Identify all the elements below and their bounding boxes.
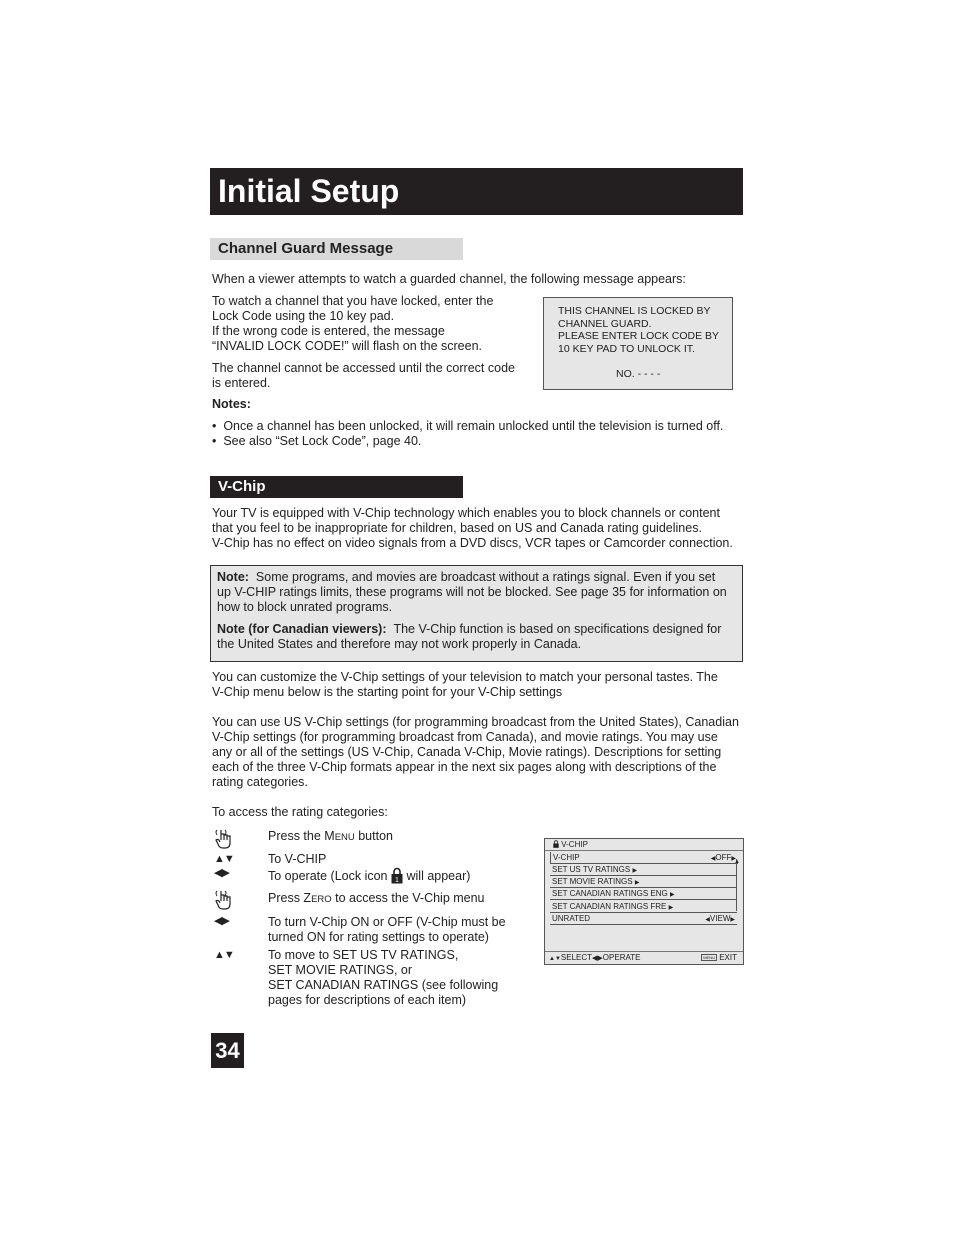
vchip-note-box	[210, 565, 743, 662]
access-label: To access the rating categories:	[212, 805, 388, 819]
step-press-zero	[268, 891, 485, 907]
channel-guard-intro: When a viewer attempts to watch a guarded channel, the following message appears:	[212, 272, 686, 286]
menu-title: V-CHIP	[561, 840, 588, 849]
text-line: To turn V-Chip ON or OFF (V-Chip must be	[268, 915, 506, 929]
footer-select-label: SELECT	[560, 953, 593, 962]
footer-operate-label: OPERATE	[602, 953, 641, 962]
text-line: You can use US V-Chip settings (for programming broadcast from the United States), Canadian	[212, 715, 739, 729]
text-line: If the wrong code is entered, the message	[212, 324, 445, 338]
note-text: up V-CHIP ratings limits, these programs will not be blocked. See page 35 for information on	[217, 585, 727, 599]
step-text: Press Z	[268, 891, 312, 905]
locked-message-box	[543, 297, 733, 390]
step-move-ratings	[268, 948, 498, 1008]
step-press-menu	[268, 829, 393, 845]
text-line: V-Chip menu below is the starting point for your V-Chip settings	[212, 685, 563, 699]
menu-key-icon: MENU	[703, 955, 715, 960]
message-line: 10 KEY PAD TO UNLOCK IT.	[558, 342, 695, 355]
menu-row-label: SET CANADIAN RATINGS ENG ▶	[552, 889, 675, 898]
label-text: SET CANADIAN RATINGS FRE	[552, 902, 667, 911]
menu-row-label: UNRATED	[552, 914, 591, 923]
step-text-small-caps: ENU	[334, 832, 355, 843]
text-line: “INVALID LOCK CODE!” will flash on the screen.	[212, 339, 482, 353]
text-line: rating categories.	[212, 775, 308, 789]
up-down-arrows-icon: ▲▼	[214, 853, 234, 865]
note-general	[217, 570, 734, 585]
up-down-arrows-icon: ▲▼	[214, 949, 234, 961]
step-text: To operate (Lock icon	[268, 869, 388, 883]
label-text: SET CANADIAN RATINGS ENG	[552, 889, 668, 898]
section-heading-vchip: V-Chip	[210, 476, 463, 498]
step-toggle-vchip	[268, 915, 506, 945]
menu-header	[545, 839, 743, 851]
note-label: Note (for Canadian viewers):	[217, 622, 387, 636]
text-line: To watch a channel that you have locked, enter the	[212, 294, 494, 308]
lock-icon	[391, 867, 403, 884]
text-line: V-Chip settings (for programming broadcast from Canada), and movie ratings. You may use	[212, 730, 718, 744]
menu-row-label: SET US TV RATINGS ▶	[552, 865, 638, 874]
footer-left: ▲▼SELECT◀▶OPERATE	[549, 953, 641, 962]
bullet-text: See also “Set Lock Code”, page 40.	[223, 434, 422, 448]
note-bullet-2: • See also “Set Lock Code”, page 40.	[212, 434, 422, 448]
menu-row-value: ◀VIEW▶	[705, 914, 735, 923]
text-line: You can customize the V-Chip settings of your television to match your personal tastes. The	[212, 670, 718, 684]
step-text: Press the M	[268, 829, 335, 843]
hand-press-icon	[213, 889, 235, 911]
vchip-menu-panel	[544, 838, 744, 965]
value-text: OFF	[715, 853, 732, 862]
page-number: 34	[211, 1033, 244, 1068]
menu-row-set-movie-ratings[interactable]	[550, 876, 737, 888]
step-to-vchip: To V-CHIP	[268, 852, 327, 866]
lock-code-entry: NO. - - - -	[616, 368, 661, 381]
menu-row-label: SET MOVIE RATINGS ▶	[552, 877, 640, 886]
menu-row-label: SET CANADIAN RATINGS FRE ▶	[552, 902, 674, 911]
step-to-operate	[268, 867, 470, 884]
vchip-usage	[212, 715, 739, 790]
menu-scrollbar[interactable]	[736, 859, 737, 911]
menu-row-label: V-CHIP	[553, 853, 580, 862]
message-line: THIS CHANNEL IS LOCKED BY	[558, 305, 711, 317]
bullet-text: Once a channel has been unlocked, it will remain unlocked until the television is turned off.	[223, 419, 724, 433]
channel-guard-para1	[212, 294, 493, 354]
text-line: SET CANADIAN RATINGS (see following	[268, 978, 499, 992]
text-line: SET MOVIE RATINGS, or	[268, 963, 413, 977]
note-canadian	[217, 622, 734, 637]
menu-row-set-us-tv-ratings[interactable]	[550, 864, 737, 876]
menu-row-value: ◀OFF▶	[710, 853, 736, 862]
text-line: each of the three V-Chip formats appear in the next six pages along with descriptions of the	[212, 760, 717, 774]
footer-right	[701, 952, 737, 964]
text-line: is entered.	[212, 376, 271, 390]
section-heading-channel-guard: Channel Guard Message	[210, 238, 463, 260]
note-text: how to block unrated programs.	[217, 600, 393, 614]
text-line: pages for descriptions of each item)	[268, 993, 467, 1007]
menu-row-unrated[interactable]	[550, 913, 737, 925]
lock-icon	[553, 840, 559, 848]
step-text-small-caps: ERO	[311, 894, 332, 905]
note-label: Note:	[217, 570, 249, 584]
note-text: The V-Chip function is based on specifications designed for	[393, 622, 722, 636]
step-text: button	[354, 829, 393, 843]
svg-text:1: 1	[395, 877, 399, 884]
value-text: VIEW	[709, 914, 731, 923]
footer-exit-label: EXIT	[719, 953, 737, 962]
label-text: SET US TV RATINGS	[552, 865, 631, 874]
menu-footer	[545, 951, 743, 964]
note-text: the United States and therefore may not work properly in Canada.	[217, 637, 582, 651]
channel-guard-para2	[212, 361, 515, 391]
left-right-arrows-icon: ◀▶	[214, 915, 229, 927]
text-line: V-Chip has no effect on video signals from a DVD discs, VCR tapes or Camcorder connection.	[212, 536, 733, 550]
page-title: Initial Setup	[210, 168, 743, 215]
left-right-arrows-icon: ◀▶	[214, 867, 229, 879]
step-text: will appear)	[406, 869, 471, 883]
note-text: Some programs, and movies are broadcast without a ratings signal. Even if you set	[255, 570, 716, 584]
text-line: turned ON for rating settings to operate)	[268, 930, 489, 944]
vchip-intro	[212, 506, 733, 551]
step-text: to access the V-Chip menu	[331, 891, 485, 905]
scroll-up-icon: ▲	[734, 859, 740, 865]
menu-row-set-canadian-eng[interactable]	[550, 888, 737, 900]
text-line: To move to SET US TV RATINGS,	[268, 948, 459, 962]
text-line: that you feel to be inappropriate for children, based on US and Canada rating guidelines.	[212, 521, 702, 535]
label-text: SET MOVIE RATINGS	[552, 877, 633, 886]
message-line: PLEASE ENTER LOCK CODE BY	[558, 330, 720, 343]
text-line: Lock Code using the 10 key pad.	[212, 309, 395, 323]
text-line: Your TV is equipped with V-Chip technology which enables you to block channels or content	[212, 506, 720, 520]
vchip-customize	[212, 670, 718, 700]
menu-row-set-canadian-fre[interactable]	[550, 901, 737, 913]
text-line: any or all of the settings (US V-Chip, Canada V-Chip, Movie ratings). Descriptions for setting	[212, 745, 722, 759]
notes-label: Notes:	[212, 397, 251, 411]
note-bullet-1: • Once a channel has been unlocked, it will remain unlocked until the television is turned off.	[212, 419, 724, 433]
hand-press-icon	[213, 828, 235, 850]
message-line: CHANNEL GUARD.	[558, 317, 652, 330]
menu-row-vchip[interactable]	[550, 852, 738, 864]
text-line: The channel cannot be accessed until the correct code	[212, 361, 515, 375]
